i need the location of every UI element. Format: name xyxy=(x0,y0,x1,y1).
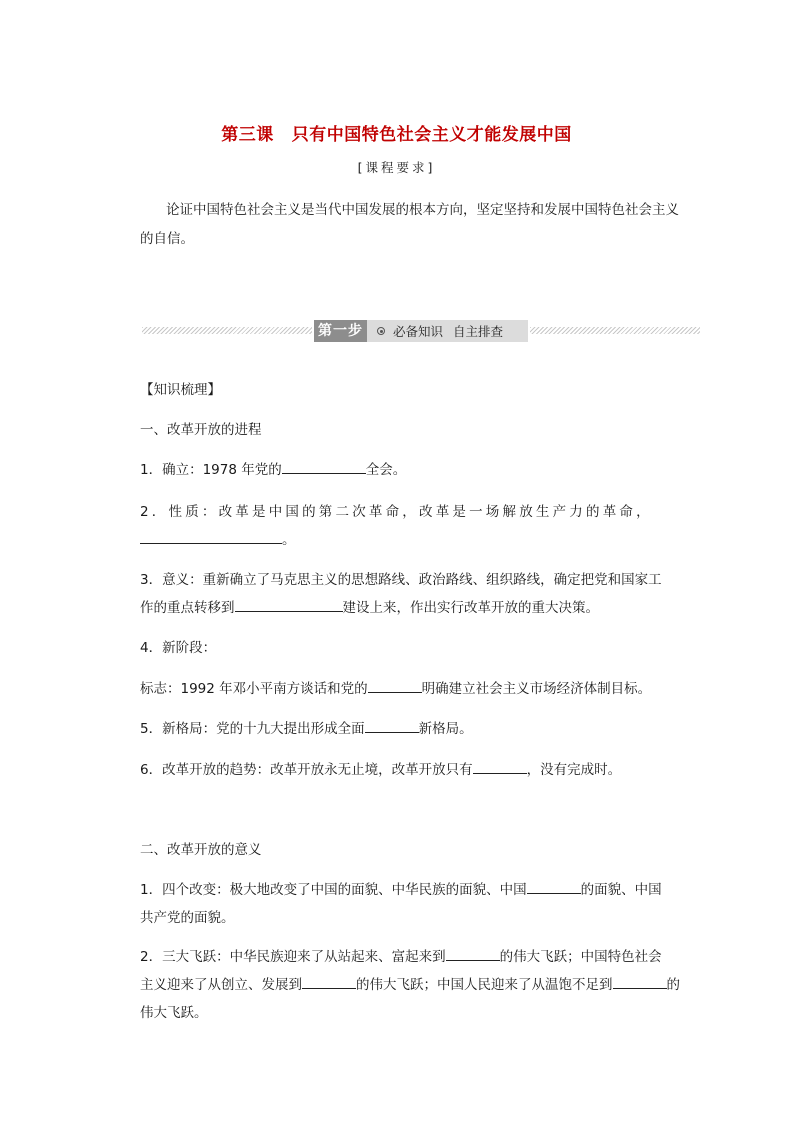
item-text: 3．意义：重新确立了马克思主义的思想路线、政治路线、组织路线，确定把党和国家工 xyxy=(140,572,662,588)
fill-blank[interactable] xyxy=(302,974,356,989)
section1-item6 xyxy=(140,758,680,778)
fill-blank[interactable] xyxy=(473,759,527,774)
item-text: 的伟大飞跃；中国特色社会 xyxy=(499,949,662,965)
section2-item2-cont2: 伟大飞跃。 xyxy=(140,1005,208,1021)
item-text: 的 xyxy=(666,977,680,993)
item-text: 建设上来，作出实行改革开放的重大决策。 xyxy=(342,600,599,616)
section2-item1 xyxy=(140,878,680,898)
lesson-name: 只有中国特色社会主义才能发展中国 xyxy=(291,125,572,145)
item-text: 。 xyxy=(282,532,296,548)
item-text: 5．新格局：党的十九大提出形成全面 xyxy=(140,721,365,737)
fill-blank[interactable] xyxy=(613,974,667,989)
banner-hatch-left xyxy=(142,327,312,334)
banner-caption-b: 自主排查 xyxy=(453,324,504,339)
bullet-circle-icon xyxy=(377,327,385,335)
item-text: 2．三大飞跃：中华民族迎来了从站起来、富起来到 xyxy=(140,949,446,965)
step-badge: 第一步 xyxy=(314,320,367,342)
section1-item3 xyxy=(140,568,680,588)
section2-item2 xyxy=(140,945,680,965)
section1-item5 xyxy=(140,717,680,737)
item-text: 6．改革开放的趋势：改革开放永无止境，改革开放只有 xyxy=(140,762,473,778)
knowledge-header: 【知识梳理】 xyxy=(140,382,221,398)
section1-item2-cont xyxy=(140,528,680,548)
section1-item1 xyxy=(140,458,680,478)
item-text: 1．四个改变：极大地改变了中国的面貌、中华民族的面貌、中国 xyxy=(140,882,527,898)
item-text: 2．性质：改革是中国的第二次革命，改革是一场解放生产力的革命， xyxy=(140,504,653,520)
fill-blank[interactable] xyxy=(235,597,343,612)
section1-item2 xyxy=(140,500,680,520)
fill-blank[interactable] xyxy=(527,879,581,894)
fill-blank[interactable] xyxy=(282,459,366,474)
banner-hatch-right xyxy=(530,327,700,334)
section1-item4-heading: 4．新阶段： xyxy=(140,640,217,656)
item-text: 作的重点转移到 xyxy=(140,600,235,616)
step-banner xyxy=(142,320,700,342)
section2-item1-cont: 共产党的面貌。 xyxy=(140,910,235,926)
item-text: 标志：1992 年邓小平南方谈话和党的 xyxy=(140,681,368,697)
intro-line-1: 论证中国特色社会主义是当代中国发展的根本方向，坚定坚持和发展中国特色社会主义 xyxy=(166,202,679,218)
item-text: 全会。 xyxy=(365,462,407,478)
course-requirement-label: [课程要求] xyxy=(357,160,436,175)
section1-heading: 一、改革开放的进程 xyxy=(140,422,262,438)
fill-blank[interactable] xyxy=(365,718,419,733)
item-text: 主义迎来了从创立、发展到 xyxy=(140,977,302,993)
fill-blank[interactable] xyxy=(140,529,282,544)
banner-caption-a: 必备知识 xyxy=(393,324,444,339)
item-text: 新格局。 xyxy=(418,721,473,737)
item-text: 明确建立社会主义市场经济体制目标。 xyxy=(421,681,652,697)
section1-item4 xyxy=(140,677,680,697)
section1-item3-cont xyxy=(140,596,680,616)
item-text: 的面貌、中国 xyxy=(580,882,662,898)
fill-blank[interactable] xyxy=(446,946,500,961)
intro-paragraph xyxy=(140,196,680,254)
section2-item2-cont xyxy=(140,973,680,993)
fill-blank[interactable] xyxy=(368,678,422,693)
section2-heading: 二、改革开放的意义 xyxy=(140,842,262,858)
item-text: ，没有完成时。 xyxy=(526,762,622,778)
lesson-number: 第三课 xyxy=(221,125,274,145)
item-text: 1．确立：1978 年党的 xyxy=(140,462,282,478)
item-text: 的伟大飞跃；中国人民迎来了从温饱不足到 xyxy=(356,977,613,993)
intro-line-2: 的自信。 xyxy=(140,231,194,247)
banner-label xyxy=(314,320,528,342)
lesson-title xyxy=(0,120,793,145)
